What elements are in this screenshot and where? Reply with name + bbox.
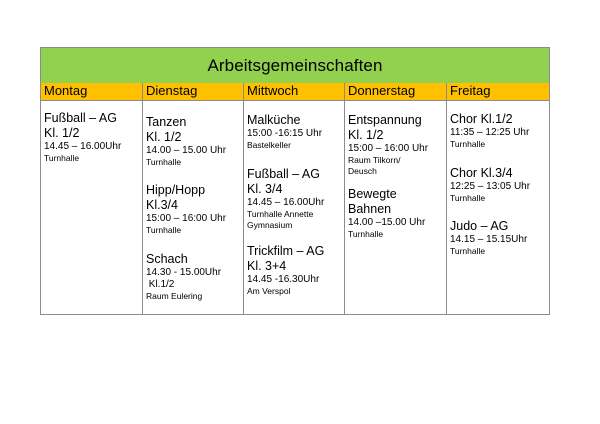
- activity-time: 14.30 - 15.00Uhr: [146, 267, 222, 278]
- activity-entry: [348, 113, 444, 177]
- activity-name: Schach: [146, 252, 188, 266]
- activity-place: Turnhalle: [450, 139, 486, 149]
- activity-place: Raum Eulering: [146, 291, 203, 301]
- activity-name: Bewegte: [348, 187, 397, 201]
- activity-class: Kl.3/4: [146, 198, 178, 212]
- column-wednesday: [244, 101, 345, 314]
- day-header-wednesday: Mittwoch: [244, 83, 345, 100]
- activity-time: 15:00 – 16:00 Uhr: [348, 143, 429, 154]
- day-header-friday: Freitag: [450, 83, 491, 98]
- activity-place: Bastelkeller: [247, 140, 291, 150]
- activity-entry: [450, 166, 547, 204]
- day-header-tuesday: Dienstag: [143, 83, 244, 100]
- activity-entry: [247, 244, 342, 297]
- weekday-header-row: [41, 83, 549, 101]
- activity-name-line-2: Bahnen: [348, 202, 392, 216]
- activity-entry: [247, 113, 342, 151]
- activity-time: 14.00 – 15.00 Uhr: [146, 145, 227, 156]
- table-title: Arbeitsgemeinschaften: [41, 48, 549, 84]
- activity-entry: [146, 183, 241, 236]
- activity-place-line-2: Gymnasium: [247, 220, 293, 230]
- activity-class: Kl. 1/2: [146, 130, 182, 144]
- activity-entry: [146, 115, 241, 168]
- activity-time: 14.45 – 16.00Uhr: [247, 197, 325, 208]
- activity-entry: [450, 219, 547, 257]
- column-thursday: [345, 101, 447, 314]
- activity-time: 15:00 -16:15 Uhr: [247, 128, 323, 139]
- activity-name: Malküche: [247, 113, 301, 127]
- activity-name: Fußball – AG: [44, 111, 117, 125]
- activity-class: Kl. 1/2: [44, 126, 80, 140]
- activity-time: 14.45 – 16.00Uhr: [44, 141, 122, 152]
- column-monday: [41, 101, 143, 314]
- activity-place: Turnhalle: [146, 225, 182, 235]
- activity-name: Trickfilm – AG: [247, 244, 325, 258]
- activity-class: Kl. 1/2: [348, 128, 384, 142]
- activity-entry: [348, 187, 444, 240]
- activity-name: Fußball – AG: [247, 167, 320, 181]
- activity-place: Turnhalle: [146, 157, 182, 167]
- activity-name: Judo – AG: [450, 219, 509, 233]
- activity-place: Raum Tilkorn/: [348, 155, 401, 165]
- activity-place: Am Verspol: [247, 286, 291, 296]
- activity-time: 14.00 –15.00 Uhr: [348, 217, 426, 228]
- column-friday: [447, 101, 549, 314]
- activity-time: 11:35 – 12:25 Uhr: [450, 127, 530, 138]
- timetable: [40, 47, 550, 315]
- activity-name: Tanzen: [146, 115, 187, 129]
- activity-time: 12:25 – 13:05 Uhr: [450, 181, 531, 192]
- activity-place: Turnhalle Annette: [247, 209, 314, 219]
- day-header-monday: Montag: [41, 83, 143, 100]
- activity-class: Kl. 3+4: [247, 259, 287, 273]
- activity-class: Kl. 3/4: [247, 182, 283, 196]
- activity-time: 14.45 -16.30Uhr: [247, 274, 320, 285]
- activity-class: Kl.1/2: [146, 279, 175, 290]
- day-header-thursday: Donnerstag: [345, 83, 447, 100]
- activity-entry: [450, 112, 547, 150]
- activity-place: Turnhalle: [348, 229, 384, 239]
- activity-time: 15:00 – 16:00 Uhr: [146, 213, 227, 224]
- activity-place: Turnhalle: [450, 246, 486, 256]
- activity-place: Turnhalle: [450, 193, 486, 203]
- activity-name: Hipp/Hopp: [146, 183, 206, 197]
- activity-entry: [247, 167, 342, 231]
- activity-place: Turnhalle: [44, 153, 80, 163]
- activity-name: Chor Kl.3/4: [450, 166, 513, 180]
- activity-time: 14.15 – 15.15Uhr: [450, 234, 528, 245]
- activity-place-line-2: Deusch: [348, 166, 377, 176]
- activity-name: Chor Kl.1/2: [450, 112, 513, 126]
- activity-name: Entspannung: [348, 113, 422, 127]
- column-tuesday: [143, 101, 244, 314]
- activity-entry: [146, 252, 241, 302]
- activity-entry: [44, 111, 140, 164]
